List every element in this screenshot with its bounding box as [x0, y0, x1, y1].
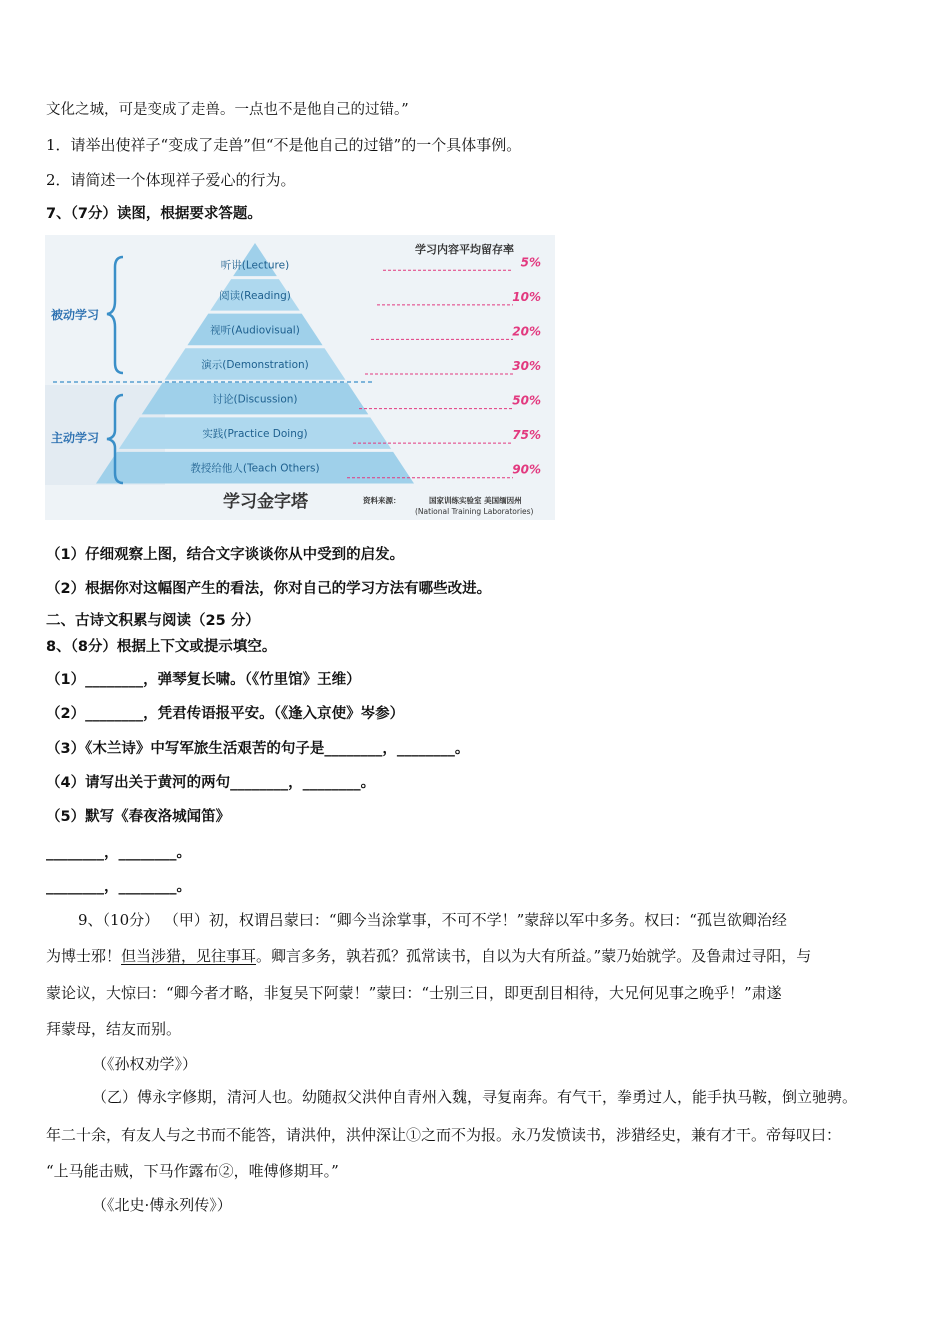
q8-sub-1: （1）________，弹琴复长啸。（《竹里馆》王维） — [46, 672, 361, 688]
q9-source-1: （《孙权劝学》） — [92, 1055, 198, 1073]
q8-sub-4: （4）请写出关于黄河的两句________，________。 — [46, 775, 376, 791]
q8-blank-2: ________，________。 — [46, 879, 191, 895]
q9-line-2-pre: 为博士邪！ — [46, 947, 122, 965]
story-tail-text: 文化之城，可是变成了走兽。一点也不是他自己的过错。” — [46, 102, 409, 118]
q6-item-1: 1．请举出使祥子“变成了走兽”但“不是他自己的过错”的一个具体事例。 — [46, 136, 522, 154]
q8-blank-1: ________，________。 — [46, 845, 191, 861]
q8-sub-3: （3）《木兰诗》中写军旅生活艰苦的句子是________，________。 — [46, 741, 470, 757]
retention-rate: 10% — [512, 289, 541, 304]
source-label: 资料来源： — [363, 496, 401, 505]
retention-rate: 5% — [520, 255, 541, 270]
q6-item-2: 2．请简述一个体现祥子爱心的行为。 — [46, 171, 296, 189]
passive-label: 被动学习 — [51, 308, 100, 322]
q9-line-2 — [46, 946, 811, 966]
q9-line-5: （乙）傅永字修期，清河人也。幼随叔父洪仲自青州入魏，寻复南奔。有气干，拳勇过人，能手执马鞍，倒立驰骋。 — [92, 1088, 858, 1106]
q7-sub-1: （1）仔细观察上图，结合文字谈谈你从中受到的启发。 — [46, 547, 405, 563]
retention-rate: 90% — [512, 462, 541, 477]
source-line-1: 国家训练实验室 美国缅因州 — [429, 496, 522, 505]
q9-line-7: “上马能击贼，下马作露布②，唯傅修期耳。” — [46, 1162, 339, 1180]
retention-rate: 50% — [512, 393, 541, 408]
q9-line-3: 蒙论议，大惊曰：“卿今者才略，非复吴下阿蒙！”蒙曰：“士别三日，即更刮目相待，大兄何见事之晚乎！”肃遂 — [46, 984, 782, 1002]
pyramid-tier-label: 视听(Audiovisual) — [210, 324, 300, 337]
source-line-2: (National Training Laboratories) — [415, 507, 534, 516]
q7-sub-2: （2）根据你对这幅图产生的看法，你对自己的学习方法有哪些改进。 — [46, 581, 492, 597]
q8-sub-2: （2）________，凭君传语报平安。（《逢入京使》岑参） — [46, 706, 405, 722]
q9-line-1: 9、（10分） （甲）初，权谓吕蒙曰：“卿今当涂掌事，不可不学！”蒙辞以军中多务。权曰：“孤岂欲卿治经 — [78, 911, 787, 929]
retention-rate: 20% — [512, 324, 541, 339]
active-label: 主动学习 — [51, 431, 100, 445]
pyramid-tier-label: 实践(Practice Doing) — [202, 428, 308, 441]
pyramid-tier-label: 教授给他人(Teach Others) — [190, 462, 320, 475]
q8-title: 8、（8分）根据上下文或提示填空。 — [46, 639, 277, 655]
learning-pyramid-figure — [45, 235, 555, 520]
q9-source-2: （《北史·傅永列传》） — [92, 1196, 232, 1214]
q8-sub-5: （5）默写《春夜洛城闻笛》 — [46, 809, 231, 825]
figure-caption: 学习金字塔 — [223, 492, 308, 512]
pyramid-tier-label: 阅读(Reading) — [219, 289, 291, 302]
q9-line-4: 拜蒙母，结友而别。 — [46, 1020, 182, 1038]
section2-heading: 二、古诗文积累与阅读（25 分） — [46, 613, 260, 629]
q9-line-6: 年二十余，有友人与之书而不能答，请洪仲，洪仲深让①之而不为报。永乃发愤读书，涉猎经史，兼有才干。帝每叹曰： — [46, 1126, 842, 1144]
pyramid-tier-label: 讨论(Discussion) — [212, 393, 298, 406]
retention-rate: 30% — [512, 359, 541, 373]
pyramid-tier-label: 演示(Demonstration) — [201, 359, 309, 371]
q9-underlined-phrase: 但当涉猎，见往事耳 — [121, 947, 257, 965]
retention-header: 学习内容平均留存率 — [415, 243, 514, 256]
pyramid-tier-label: 听讲(Lecture) — [220, 259, 290, 272]
q7-title: 7、（7分）读图，根据要求答题。 — [46, 206, 262, 222]
q9-line-2-post: 。卿言多务，孰若孤？孤常读书，自以为大有所益。”蒙乃始就学。及鲁肃过寻阳，与 — [256, 947, 812, 965]
retention-rate: 75% — [512, 428, 541, 443]
